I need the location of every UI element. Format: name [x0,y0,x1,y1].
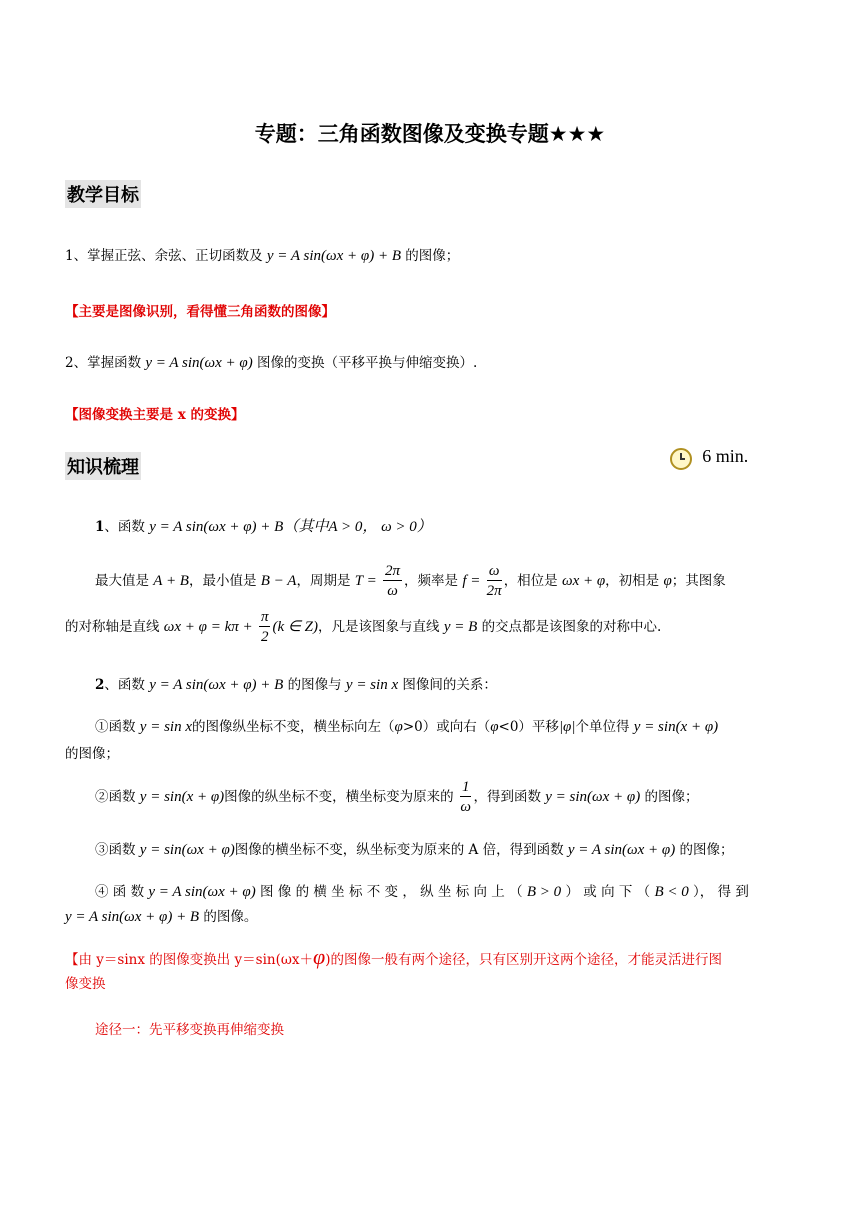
goal-1-formula: y = A sin(ωx + φ) + B [266,248,401,264]
step-2-numerator: 1 [461,779,470,795]
text-frequency-label: ，频率是 [404,573,459,589]
goal-2-formula: y = A sin(ωx + φ) [145,355,253,371]
formula-frequency-lhs: f = [462,573,481,589]
point-2-number: 2 [95,677,105,693]
point-1-condition: （其中A > 0， ω > 0） [283,519,432,535]
step-3-text: 图像的横坐标不变，纵坐标变为原来的 A 倍，得到函数 [234,842,564,858]
goal-1 [65,244,459,265]
period-denominator: ω [387,583,398,599]
step-4-cond-up: B > 0 [526,884,562,900]
note-two-paths-phi: φ [313,944,326,969]
pi-denominator: 2 [260,629,269,645]
text-period-label: ，周期是 [296,573,351,589]
text-initial-phase-label: ，初相是 [605,573,660,589]
note-image-recognition: 【主要是图像识别，看得懂三角函数的图像】 [65,304,335,320]
text-max-label: 最大值是 [95,573,149,589]
formula-phase: ωx + φ [561,573,606,589]
step-1-line-1 [95,715,718,736]
section-heading-knowledge: 知识梳理 [65,452,141,480]
step-1-line-2: 的图像； [65,746,119,762]
step-1-text-b: >0）或向右（ [402,719,491,735]
point-2-suffix: 图像间的关系： [402,677,497,693]
symmetry-line [65,608,661,647]
step-1-text-d: 个单位得 [575,719,630,735]
point-2-heading [95,673,497,694]
frequency-denominator: 2π [486,583,502,599]
step-1-result: y = sin(x + φ) [633,719,719,735]
step-1-phi-right: φ [490,719,499,735]
step-1-phi-left: φ [394,719,403,735]
point-1-formula: y = A sin(ωx + φ) + B [149,519,284,535]
text-continuation: ；其图象 [671,573,726,589]
step-2 [95,778,699,817]
step-4-text-c: ）， 得 到 [693,884,749,900]
goal-2-suffix: 图像的变换（平移平换与伸缩变换）. [257,355,478,371]
formula-period-lhs: T = [354,573,377,589]
step-4-line-2 [65,905,257,926]
fraction-period [383,562,402,601]
point-2-mid: 的图像与 [287,677,342,693]
step-2-denominator: ω [460,799,471,815]
formula-y-equals-b: y = B [443,619,478,635]
note-two-paths-a: 【由 y＝sinx 的图像变换出 y＝sin(ωx＋ [65,952,314,968]
frequency-numerator: ω [487,562,502,581]
note-two-paths-line-2: 像变换 [65,976,106,992]
text-phase-label: ，相位是 [503,573,558,589]
formula-max: A + B [153,573,189,589]
properties-line [95,562,726,601]
step-1-text-c: <0）平移 [498,719,559,735]
step-3-suffix: 的图像； [679,842,734,858]
step-3-formula: y = sin(ωx + φ) [139,842,235,858]
point-1-number: 1 [95,519,105,535]
time-label: 6 min. [702,446,749,466]
step-2-formula: y = sin(x + φ) [139,789,225,805]
goal-2 [65,351,477,372]
fraction-pi-half [259,608,271,647]
note-two-paths-b: )的图像一般有两个途径，只有区别开这两个途径，才能灵活进行图 [325,952,722,968]
formula-k-in-z: (k ∈ Z) [272,619,319,635]
step-3 [95,838,734,859]
step-2-text-a: 图像的纵坐标不变，横坐标变为原来的 [224,789,454,805]
text-min-label: ，最小值是 [188,573,257,589]
pi-numerator: π [260,609,269,625]
section-heading-goals: 教学目标 [65,180,141,208]
step-1-prefix: ①函数 [95,719,136,735]
point-2-sinx: y = sin x [345,677,399,693]
step-4-cond-down: B < 0 [654,884,689,900]
point-1-text: 、函数 [104,519,145,535]
step-1-text-a: 的图像纵坐标不变，横坐标向左（ [192,719,395,735]
path-one: 途径一：先平移变换再伸缩变换 [95,1022,284,1038]
point-2-formula: y = A sin(ωx + φ) + B [149,677,284,693]
clock-icon [670,448,692,470]
period-numerator: 2π [385,563,401,579]
text-intersection: ，凡是该图象与直线 [318,619,440,635]
step-1-formula: y = sin x [139,719,192,735]
fraction-one-over-omega [460,778,472,817]
step-3-result: y = A sin(ωx + φ) [567,842,676,858]
fraction-frequency [487,562,502,601]
note-x-transform: 【图像变换主要是 x 的变换】 [65,407,245,423]
text-center: 的交点都是该图象的对称中心. [481,619,662,635]
formula-axis: ωx + φ = kπ + [163,619,253,635]
goal-1-text: 1、掌握正弦、余弦、正切函数及 [65,248,263,264]
point-2-text: 、函数 [104,677,145,693]
step-3-prefix: ③函数 [95,842,136,858]
step-4-formula: y = A sin(ωx + φ) [148,884,256,900]
goal-1-suffix: 的图像； [405,248,460,264]
step-4-line-1 [95,880,749,901]
time-indicator [670,446,748,470]
step-2-text-b: ，得到函数 [473,789,541,805]
step-2-result: y = sin(ωx + φ) [545,789,641,805]
page-title: 专题：三角函数图像及变换专题★★★ [254,122,606,146]
step-4-result: y = A sin(ωx + φ) + B [65,909,200,925]
step-4-text-b: ） 或 向 下 （ [565,884,651,900]
step-1-abs-phi: |φ| [558,719,576,735]
formula-min: B − A [260,573,297,589]
point-1-heading [95,515,432,536]
text-axis-label: 的对称轴是直线 [65,619,160,635]
step-2-suffix: 的图像； [644,789,699,805]
note-two-paths-line-1 [65,944,722,970]
formula-initial-phase: φ [663,573,672,589]
step-4-prefix: ④ 函 数 [95,884,145,900]
step-4-suffix: 的图像。 [203,909,258,925]
step-4-text-a: 图 像 的 横 坐 标 不 变 ， 纵 坐 标 向 上 （ [260,884,523,900]
goal-2-text: 2、掌握函数 [65,355,142,371]
step-2-prefix: ②函数 [95,789,136,805]
